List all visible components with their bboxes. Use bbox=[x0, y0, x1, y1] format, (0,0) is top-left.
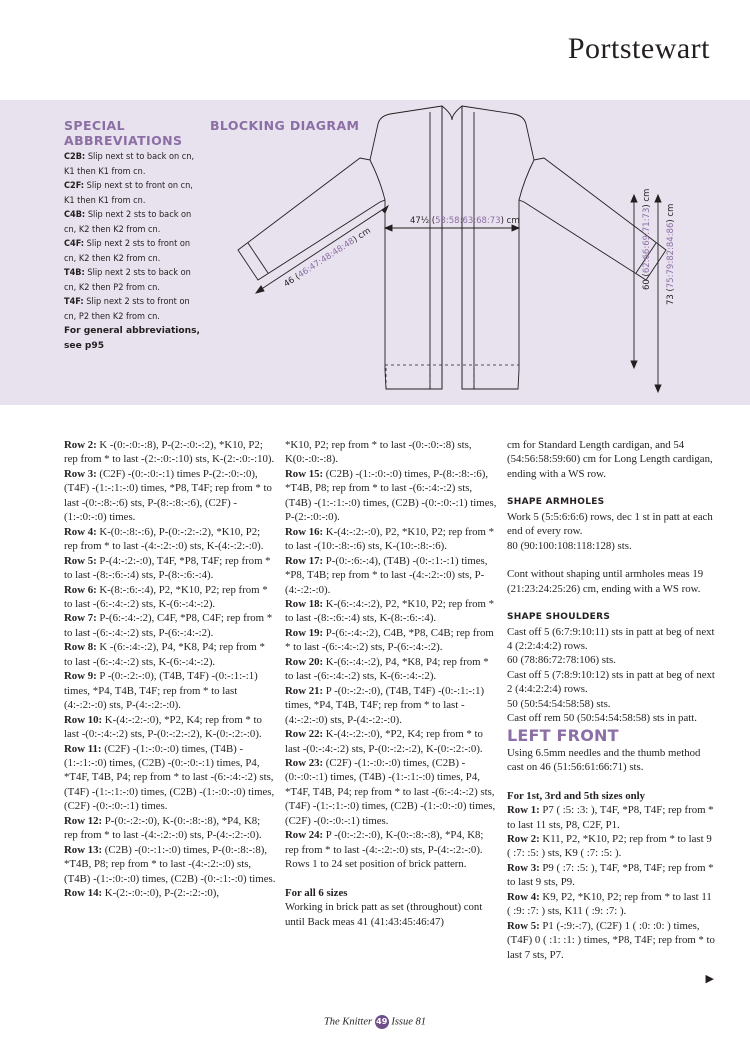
abbreviation-text: Slip next 2 sts to back on cn, K2 then K2 from cn. bbox=[64, 210, 192, 235]
length-long-label: 73 (75:79:82:84:86) cm bbox=[666, 203, 676, 305]
abbreviation-item bbox=[64, 208, 204, 237]
pattern-row bbox=[285, 900, 497, 929]
abbreviation-item bbox=[64, 266, 204, 295]
abbreviations-heading bbox=[64, 118, 204, 148]
row-text: K-(4:-:2:-:0), *P2, K4; rep from * to last -(0:-:4:-:2) sts, P-(0:-:2:-:2), K-(0:-:2:-:0). bbox=[285, 728, 483, 755]
pattern-column-2 bbox=[285, 438, 497, 929]
row-label: Row 3: bbox=[64, 467, 97, 480]
row-text: K-(2:-:0:-:0), P-(2:-:2:-:0), bbox=[104, 887, 220, 900]
row-label: Row 17: bbox=[285, 554, 324, 567]
row-text: (C2B) -(0:-:1:-:0) times, P-(0:-:8:-:8), *T4B, P8; rep from * to last -(4:-:2:-:0) sts, (T4B) -(1:-:0:-:0) times, (C2B) -(0:-:1:-:0) times. bbox=[64, 843, 276, 885]
row-label: Row 9: bbox=[64, 670, 97, 683]
row-label: Row 6: bbox=[64, 583, 97, 596]
row-text: K -(6:-:4:-:2), P4, *K8, P4; rep from * to last -(6:-:4:-:2) sts, K-(6:-:4:-:2). bbox=[64, 641, 265, 668]
pattern-row bbox=[64, 438, 276, 467]
row-text: P-(0:-:2:-:0), K-(0:-:8:-:8), *P4, K8; rep from * to last -(4:-:2:-:0) sts, P-(4:-:2:-:0). bbox=[64, 814, 262, 842]
size-heading: For 1st, 3rd and 5th sizes only bbox=[507, 789, 646, 802]
abbreviation-item bbox=[64, 150, 204, 179]
row-text: P -(0:-:2:-:0), K-(0:-:8:-:8), *P4, K8; rep from * to last -(4:-:2:-:0) sts, P-(4:-:2:-:0). bbox=[285, 829, 484, 856]
pattern-row bbox=[507, 625, 717, 654]
spacer bbox=[507, 481, 717, 495]
section-heading: SHAPE SHOULDERS bbox=[507, 612, 611, 623]
row-text: P -(0:-:2:-:0), (T4B, T4F) -(0:-:1:-:1) times, *P4, T4B, T4F; rep from * to last (4:-:2:-:0) sts, P-(4:-:2:-:0). bbox=[64, 670, 258, 712]
row-label: Row 10: bbox=[64, 713, 103, 726]
row-label: Row 20: bbox=[285, 655, 324, 668]
pattern-row bbox=[507, 438, 717, 481]
abbreviations-note: For general abbreviations, see p95 bbox=[64, 326, 201, 351]
row-label: Row 2: bbox=[507, 832, 540, 845]
row-text: P-(0:-:6:-:4), (T4B) -(0:-:1:-:1) times, *P8, T4B; rep from * to last -(4:-:2:-:0) sts, P-(4:-:2:-:0). bbox=[285, 554, 488, 596]
abbreviations-heading-line2: ABBREVIATIONS bbox=[64, 133, 183, 148]
cardigan-outline bbox=[238, 106, 666, 389]
row-text: P7 ( :5: :3: ), T4F, *P8, T4F; rep from * to last 11 sts, P8, C2F, P1. bbox=[507, 804, 714, 831]
long-length-extension bbox=[385, 365, 519, 389]
row-text: P-(4:-:2:-:0), T4F, *P8, T4F; rep from * to last -(8:-:6:-:4) sts, P-(8:-:6:-:4). bbox=[64, 554, 271, 582]
pattern-row bbox=[507, 653, 717, 667]
abbreviation-key: C2F: bbox=[64, 181, 85, 191]
pattern-row bbox=[285, 597, 497, 626]
pattern-row bbox=[507, 890, 717, 919]
row-text: P-(6:-:4:-:2), C4B, *P8, C4B; rep from * to last -(6:-:4:-:2) sts, P-(6:-:4:-:2). bbox=[285, 626, 494, 654]
row-text: Work 5 (5:5:6:6:6) rows, dec 1 st in patt at each end of every row. bbox=[507, 510, 713, 538]
pattern-row bbox=[64, 554, 276, 583]
pattern-row bbox=[285, 727, 497, 756]
pattern-row bbox=[507, 539, 717, 553]
row-label: Row 3: bbox=[507, 861, 540, 874]
abbreviation-key: C4F: bbox=[64, 239, 85, 249]
blocking-diagram-svg bbox=[230, 100, 700, 405]
abbreviation-text: Slip next 2 sts to back on cn, K2 then P2 from cn. bbox=[64, 268, 191, 293]
row-text: Cast off 5 (7:8:9:10:12) sts in patt at beg of next 2 (4:4:2:2:4) rows. bbox=[507, 668, 715, 696]
pattern-row bbox=[285, 554, 497, 597]
row-text: K-(8:-:6:-:4), P2, *K10, P2; rep from * to last -(6:-:4:-:2) sts, K-(6:-:4:-:2). bbox=[64, 583, 268, 610]
row-text: K-(0:-:8:-:6), P-(0:-:2:-:2), *K10, P2; rep from * to last -(4:-:2:-:0) sts, K-(4:-:2:-:0). bbox=[64, 525, 264, 553]
row-label: Row 23: bbox=[285, 756, 324, 769]
pattern-row bbox=[285, 828, 497, 857]
magazine-name: The Knitter bbox=[323, 1016, 373, 1028]
row-text: K9, P2, *K10, P2; rep from * to last 11 ( :9: :7: ) sts, K11 ( :9: :7: ). bbox=[507, 890, 712, 918]
length-standard-label: 60 (62:66:69:71:73) cm bbox=[642, 188, 652, 290]
spacer bbox=[285, 872, 497, 886]
row-text: Working in brick patt as set (throughout) cont until Back meas 41 (41:43:45:46:47) bbox=[285, 901, 483, 928]
pattern-row bbox=[64, 611, 276, 640]
abbreviation-item bbox=[64, 237, 204, 266]
row-text: P-(6:-:4:-:2), C4F, *P8, C4F; rep from * to last -(6:-:4:-:2) sts, P-(6:-:4:-:2). bbox=[64, 612, 273, 639]
spacer bbox=[507, 553, 717, 567]
row-text: 50 (50:54:54:58:58) sts. bbox=[507, 697, 611, 710]
width-label: 47½ (53:58:63:68:73) cm bbox=[410, 216, 520, 226]
row-label: Row 8: bbox=[64, 641, 97, 654]
row-text: (C2F) -(1:-:0:-:0) times, (T4B) -(1:-:1:-:0) times, (C2B) -(0:-:0:-:1) times, P4, *T4F, T4B, P4; rep from * to last -(6:-:4:-:2) sts, (T4F) -(1:-:1:-:0) times, (C2B) -(1:-:0:-:0) times, (C2F) -(0:-:0:-:1) times. bbox=[64, 742, 275, 813]
pattern-row bbox=[64, 814, 276, 843]
row-label: Row 19: bbox=[285, 626, 324, 639]
row-text: P9 ( :7: :5: ), T4F, *P8, T4F; rep from * to last 9 sts, P9. bbox=[507, 861, 714, 889]
pattern-row bbox=[285, 655, 497, 684]
abbreviation-item bbox=[64, 179, 204, 208]
pattern-row bbox=[285, 857, 497, 871]
pattern-row bbox=[507, 567, 717, 596]
abbreviation-text: Slip next 2 sts to front on cn, P2 then K2 from cn. bbox=[64, 297, 190, 322]
row-label: Row 24: bbox=[285, 829, 324, 842]
spacer bbox=[507, 596, 717, 610]
blocking-diagram bbox=[230, 100, 700, 405]
row-text: Cast off 5 (6:7:9:10:11) sts in patt at beg of next 4 (2:2:4:4:2) rows. bbox=[507, 625, 715, 652]
pattern-row bbox=[507, 919, 717, 962]
pattern-row bbox=[64, 713, 276, 742]
pattern-row bbox=[64, 742, 276, 814]
abbreviation-key: C4B: bbox=[64, 210, 86, 220]
pattern-row bbox=[507, 746, 717, 775]
blocking-diagram-title: BLOCKING DIAGRAM bbox=[210, 118, 360, 133]
pattern-row bbox=[507, 832, 717, 861]
row-text: K-(4:-:2:-:0), P2, *K10, P2; rep from * to last -(10:-:8:-:6) sts, K-(10:-:8:-:6). bbox=[285, 525, 495, 553]
pattern-row bbox=[507, 803, 717, 832]
special-abbreviations bbox=[64, 118, 204, 353]
spacer bbox=[507, 775, 717, 789]
row-text: (C2B) -(1:-:0:-:0) times, P-(8:-:8:-:6), *T4B, P8; rep from * to last -(6:-:4:-:2) sts, (T4B) -(1:-:1:-:0) times, (C2B) -(0:-:0:-:1) times, P-(2:-:0:-:0). bbox=[285, 467, 497, 524]
pattern-column-1 bbox=[64, 438, 276, 901]
pattern-row bbox=[507, 697, 717, 711]
row-label: Row 12: bbox=[64, 814, 103, 827]
row-label: Row 18: bbox=[285, 597, 324, 610]
pattern-row bbox=[285, 438, 497, 467]
row-text: Using 6.5mm needles and the thumb method cast on 46 (51:56:61:66:71) sts. bbox=[507, 746, 701, 774]
page-footer bbox=[0, 1015, 750, 1029]
row-label: Row 22: bbox=[285, 728, 324, 741]
row-label: Row 14: bbox=[64, 887, 103, 900]
pattern-row bbox=[64, 467, 276, 525]
size-heading: For all 6 sizes bbox=[285, 886, 348, 899]
pattern-row bbox=[285, 626, 497, 655]
row-text: K-(6:-:4:-:2), P4, *K8, P4; rep from * to last -(6:-:4:-:2) sts, K-(6:-:4:-:2). bbox=[285, 655, 489, 683]
issue-number: Issue 81 bbox=[391, 1016, 427, 1028]
row-text: K -(0:-:0:-:8), P-(2:-:0:-:2), *K10, P2; rep from * to last -(2:-:0:-:10) sts, K-(2:-:0:-:10). bbox=[64, 439, 275, 466]
pattern-row bbox=[64, 669, 276, 712]
row-text: Cast off rem 50 (50:54:54:58:58) sts in patt. bbox=[507, 712, 697, 725]
row-text: P1 (-:9:-:7), (C2F) 1 ( :0: :0: ) times, (T4F) 0 ( :1: :1: ) times, *P8, T4F; rep from * to last 7 sts, P7. bbox=[507, 919, 715, 961]
row-text: (C2F) -(0:-:0:-:1) times P-(2:-:0:-:0), (T4F) -(1:-:1:-:0) times, *P8, T4F; rep from * to last -(0:-:8:-:6) sts, P-(8:-:8:-:6), (C2F) -(1:-:0:-:0) times. bbox=[64, 467, 272, 524]
row-label: Row 11: bbox=[64, 742, 102, 755]
pattern-row bbox=[507, 711, 717, 725]
row-text: P -(0:-:2:-:0), (T4B, T4F) -(0:-:1:-:1) times, *P4, T4B, T4F; rep from * to last -(4:-:2:-:0) sts, P-(4:-:2:-:0). bbox=[285, 684, 485, 726]
row-text: cm for Standard Length cardigan, and 54 (54:56:58:59:60) cm for Long Length cardigan, ending with a WS row. bbox=[507, 439, 713, 480]
pattern-row bbox=[285, 467, 497, 525]
abbreviation-key: T4B: bbox=[64, 268, 85, 278]
row-label: Row 15: bbox=[285, 467, 324, 480]
abbreviations-list bbox=[64, 150, 204, 324]
pattern-row bbox=[285, 684, 497, 727]
row-label: Row 5: bbox=[64, 554, 97, 567]
page-title: Portstewart bbox=[567, 32, 710, 65]
continue-arrow-icon: ▶ bbox=[705, 972, 714, 985]
row-label: Row 4: bbox=[507, 890, 540, 903]
row-text: 60 (78:86:72:78:106) sts. bbox=[507, 654, 616, 667]
abbreviation-text: Slip next st to front on cn, K1 then K1 from cn. bbox=[64, 181, 193, 206]
pattern-row bbox=[285, 525, 497, 554]
row-text: K-(6:-:4:-:2), P2, *K10, P2; rep from * to last -(8:-:6:-:4) sts, K-(8:-:6:-:4). bbox=[285, 597, 495, 625]
abbreviation-key: T4F: bbox=[64, 297, 84, 307]
pattern-row bbox=[285, 756, 497, 828]
abbreviation-text: Slip next st to back on cn, K1 then K1 from cn. bbox=[64, 152, 195, 177]
row-label: Row 7: bbox=[64, 612, 97, 625]
pattern-row bbox=[507, 510, 717, 539]
row-text: (C2F) -(1:-:0:-:0) times, (C2B) -(0:-:0:-:1) times, (T4B) -(1:-:1:-:0) times, P4, *T4F, T4B, P4; rep from * to last -(6:-:4:-:2) sts, (T4F) -(1:-:1:-:0) times, (C2B) -(1:-:0:-:0) times, (C2F) -(0:-:0:-:1) times. bbox=[285, 756, 496, 827]
row-label: Row 1: bbox=[507, 804, 540, 817]
row-text: Rows 1 to 24 set position of brick pattern. bbox=[285, 858, 467, 871]
main-section-heading: LEFT FRONT bbox=[507, 725, 619, 745]
pattern-row bbox=[64, 525, 276, 554]
row-text: *K10, P2; rep from * to last -(0:-:0:-:8) sts, K(0:-:0:-:8). bbox=[285, 439, 472, 466]
row-label: Row 16: bbox=[285, 525, 324, 538]
pattern-row bbox=[64, 886, 276, 900]
pattern-column-3 bbox=[507, 438, 717, 962]
pattern-row bbox=[507, 861, 717, 890]
row-label: Row 13: bbox=[64, 843, 103, 856]
sleeve-arrow bbox=[256, 206, 388, 293]
row-text: Cont without shaping until armholes meas 19 (21:23:24:25:26) cm, ending with a WS row. bbox=[507, 568, 704, 595]
abbreviation-key: C2B: bbox=[64, 152, 86, 162]
row-text: K-(4:-:2:-:0), *P2, K4; rep from * to last -(0:-:4:-:2) sts, P-(0:-:2:-:2), K-(0:-:2:-:0). bbox=[64, 713, 262, 741]
section-heading: SHAPE ARMHOLES bbox=[507, 497, 605, 508]
abbreviation-item bbox=[64, 295, 204, 324]
row-label: Row 5: bbox=[507, 919, 540, 932]
pattern-row bbox=[64, 583, 276, 612]
abbreviation-text: Slip next 2 sts to front on cn, K2 then K2 from cn. bbox=[64, 239, 191, 264]
abbreviations-heading-line1: SPECIAL bbox=[64, 118, 125, 133]
row-label: Row 21: bbox=[285, 684, 324, 697]
pattern-row bbox=[64, 640, 276, 669]
row-text: K11, P2, *K10, P2; rep from * to last 9 ( :7: :5: ) sts, K9 ( :7: :5: ). bbox=[507, 832, 712, 860]
sleeve-label: 46 (46:47:48:48:48) cm bbox=[282, 225, 373, 290]
pattern-row bbox=[507, 668, 717, 697]
row-label: Row 2: bbox=[64, 439, 97, 451]
page-number: 49 bbox=[375, 1015, 389, 1029]
row-text: 80 (90:100:108:118:128) sts. bbox=[507, 539, 632, 552]
pattern-row bbox=[64, 843, 276, 886]
row-label: Row 4: bbox=[64, 525, 97, 538]
